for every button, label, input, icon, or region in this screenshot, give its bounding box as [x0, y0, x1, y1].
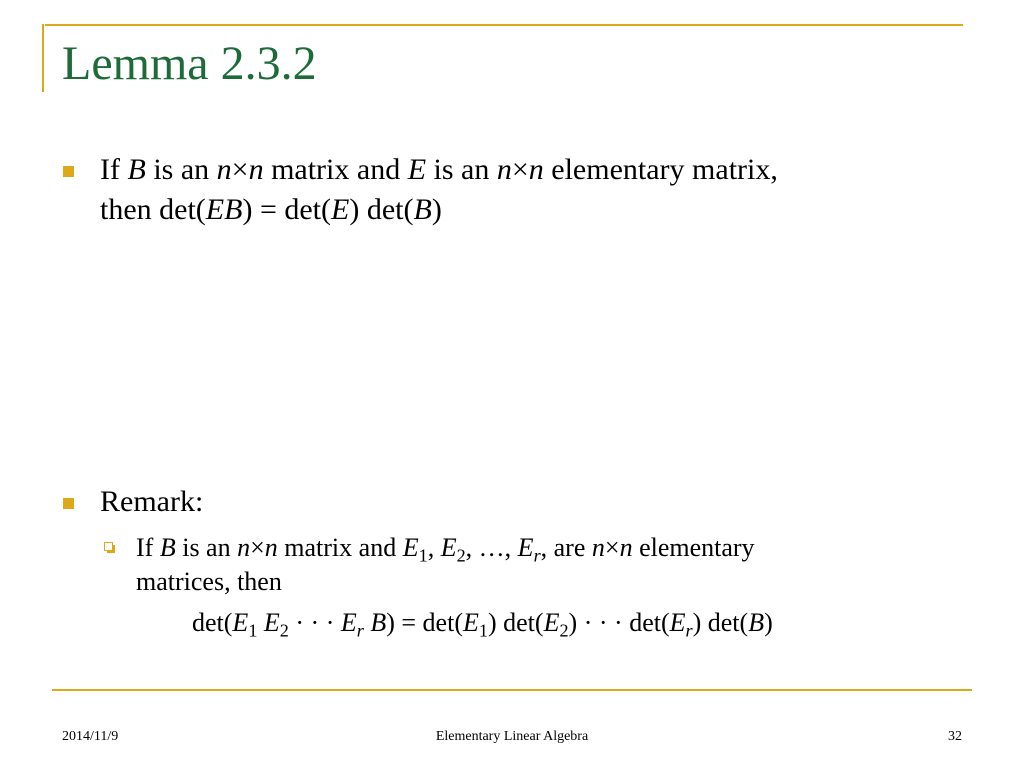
- bullet-square-icon: [63, 498, 74, 509]
- footer-course-title: Elementary Linear Algebra: [435, 729, 589, 744]
- slide-title: Lemma 2.3.2: [62, 37, 317, 90]
- bullet-square-icon: [63, 166, 74, 177]
- title-accent-line: [45, 24, 963, 26]
- determinant-product-formula: $\det(E_1$ $E_2$ · · · $E_r$ $B) = \det(E_1) \det(E_2)$ · · · $\det(E_r)$ det(B): [192, 608, 773, 641]
- remark-statement: If B is an n×n matrix and $E_1$, $E_2$, …, $E_r$, are n×n elementary matrices, then: [136, 533, 755, 596]
- remark-label: Remark:: [100, 485, 204, 518]
- hollow-square-bullet-icon: [104, 542, 113, 551]
- title-accent-bar: [42, 24, 44, 92]
- footer-page-number: 32: [948, 729, 962, 744]
- footer-date: 2014/11/9: [62, 729, 119, 744]
- lemma-statement: If B is an n×n matrix and E is an n×n elementary matrix, then det(EB) = det(E) det(B): [100, 153, 778, 226]
- footer-divider: [52, 689, 972, 691]
